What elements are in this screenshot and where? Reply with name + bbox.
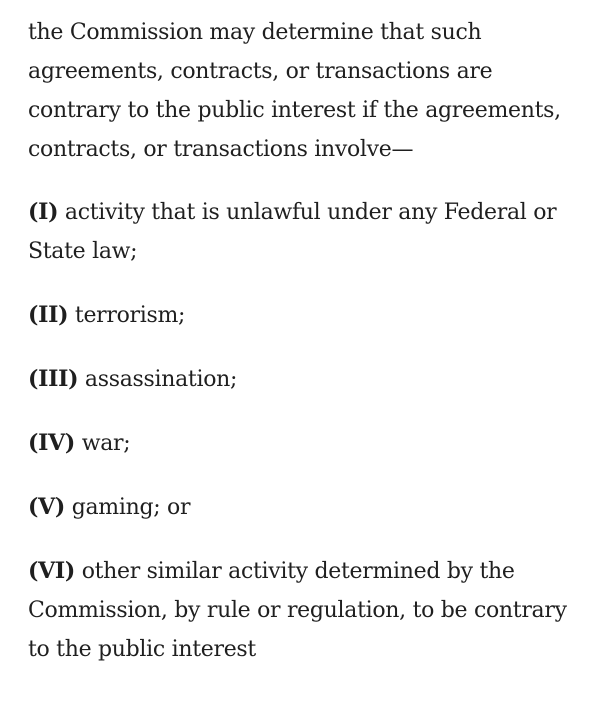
list-marker: (V): [28, 494, 65, 520]
list-item: [28, 193, 576, 271]
list-marker: (VI): [28, 558, 75, 584]
list-marker: (IV): [28, 430, 75, 456]
list-item-text: gaming; or: [71, 495, 191, 520]
intro-paragraph: the Commission may determine that such agreements, contracts, or transactions are contrary to the public interest if the agreements, contracts, or transactions involve—: [28, 20, 561, 162]
list-item: [28, 552, 576, 669]
list-item-text: assassination;: [84, 367, 238, 392]
list-item: [28, 424, 576, 463]
list-item-text: war;: [81, 431, 131, 456]
list-item: [28, 488, 576, 527]
list-item-text: terrorism;: [74, 303, 186, 328]
list-marker: (I): [28, 199, 59, 225]
list-marker: (II): [28, 302, 69, 328]
list-marker: (III): [28, 366, 79, 392]
list-item: [28, 360, 576, 399]
list-item-text: activity that is unlawful under any Federal or State law;: [28, 200, 557, 264]
list-item: [28, 296, 576, 335]
list-item-text: other similar activity determined by the Commission, by rule or regulation, to be contrary to the public interest: [28, 559, 567, 662]
